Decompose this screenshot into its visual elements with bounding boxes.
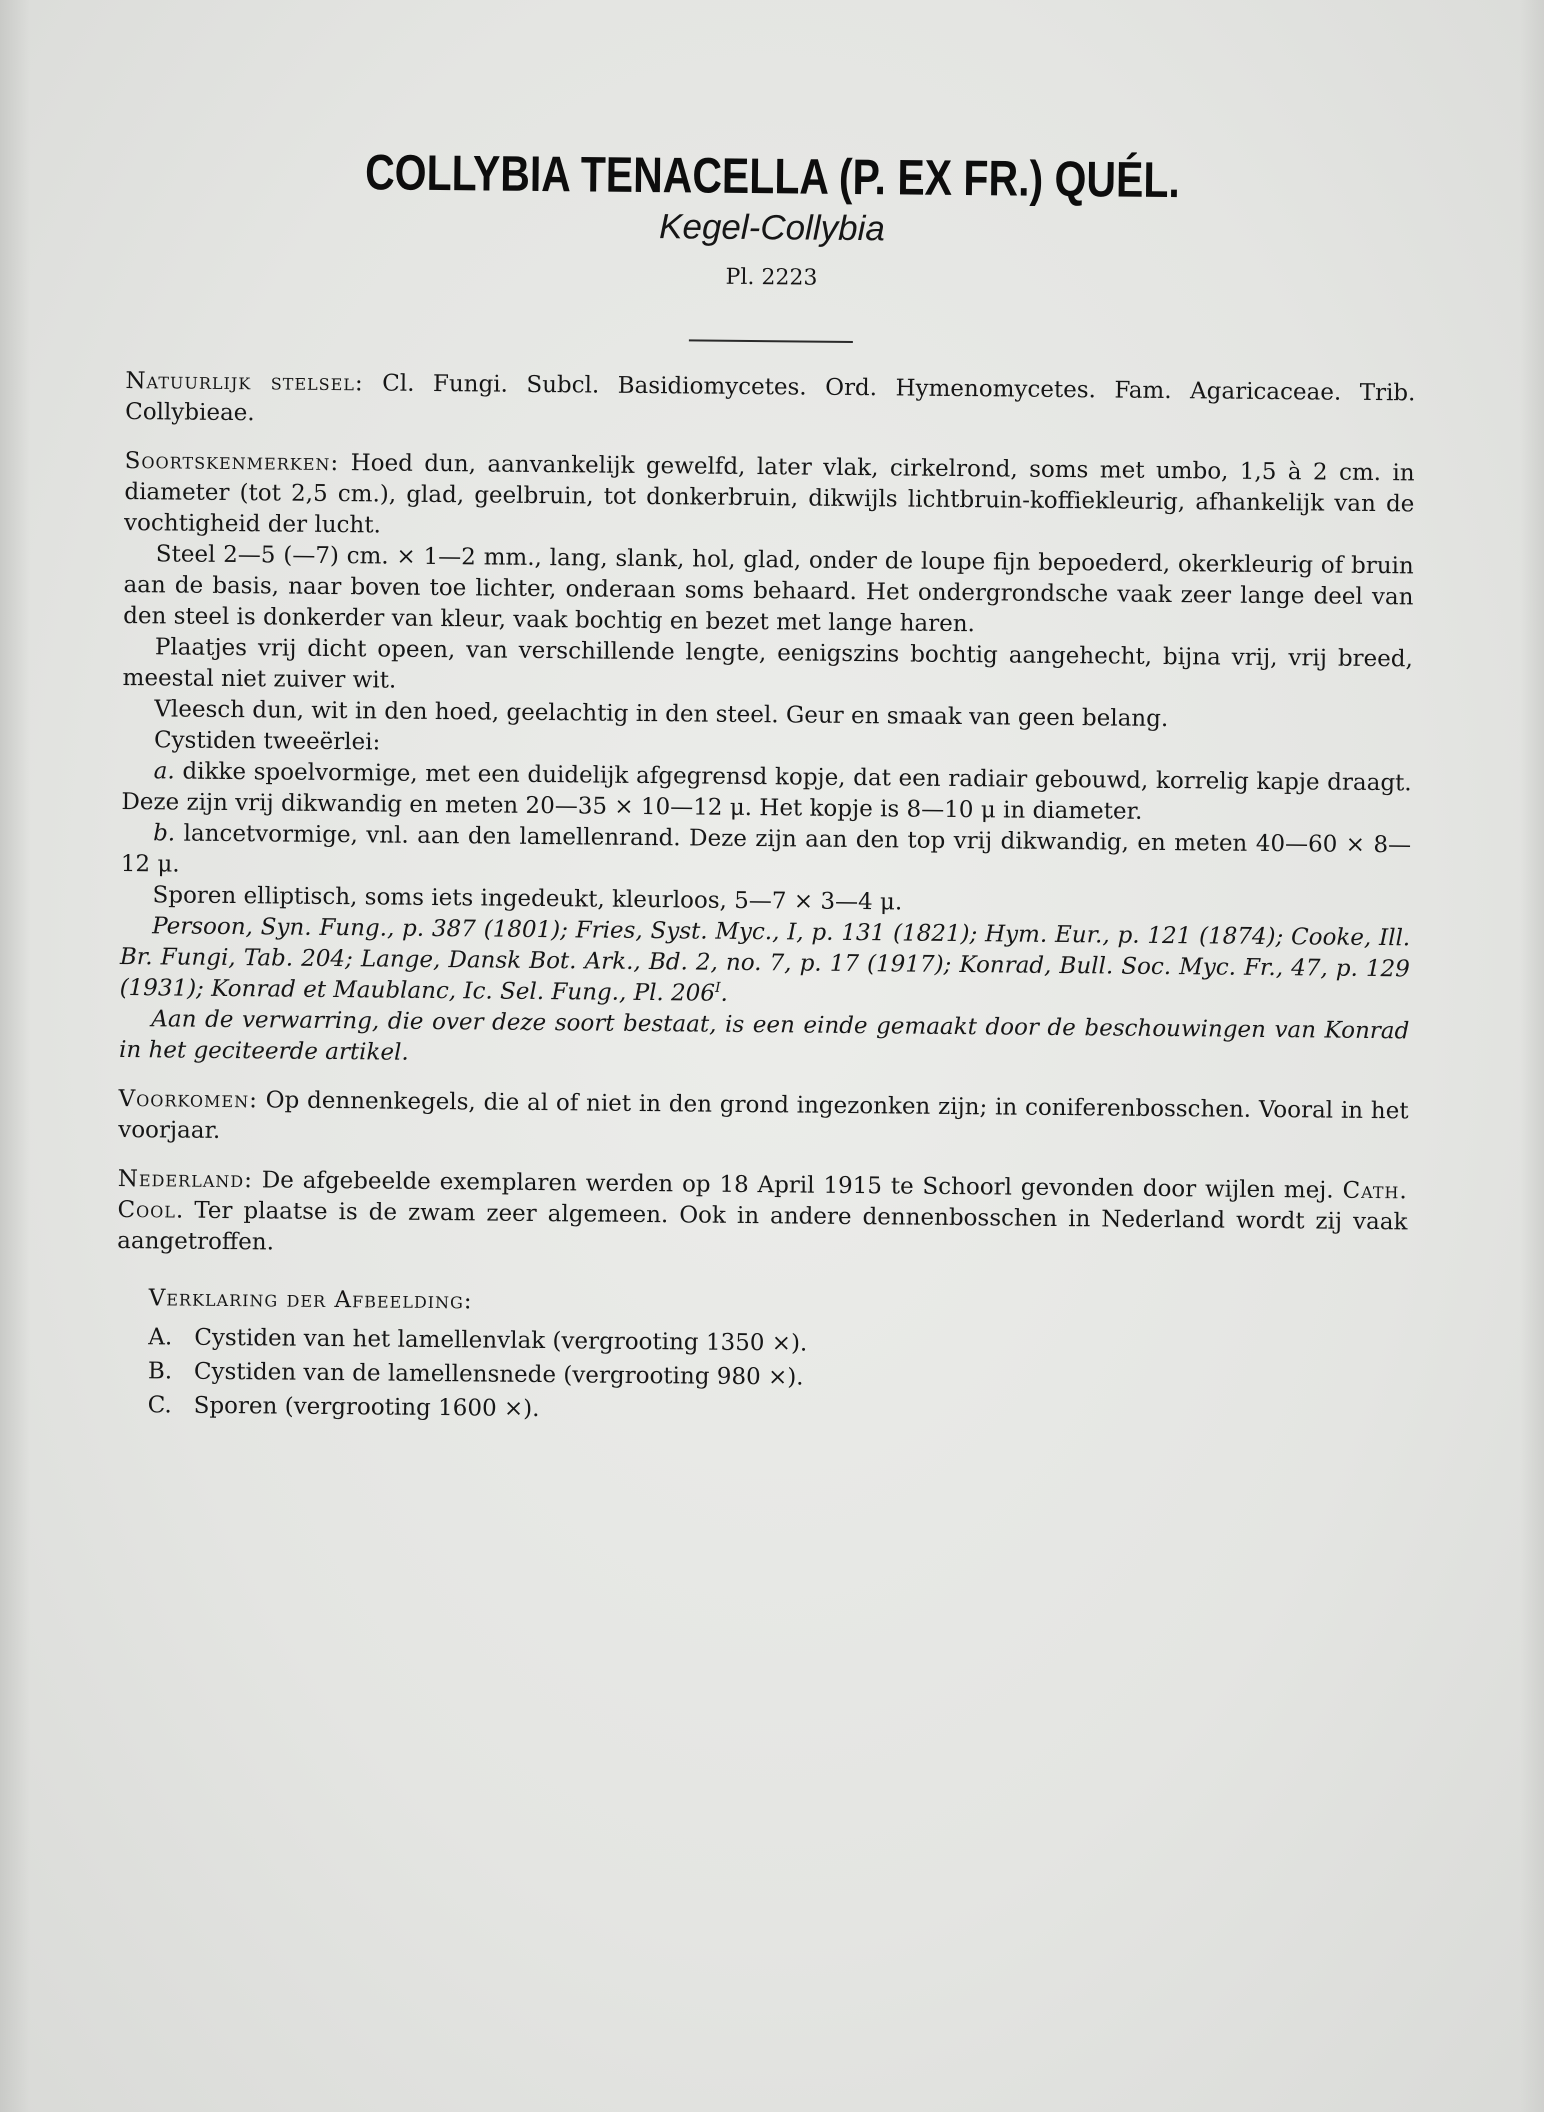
collector-name: Cath. Cool xyxy=(117,1177,1408,1224)
references-paragraph xyxy=(119,911,1410,1016)
cystiden-a-key: a. xyxy=(153,758,175,785)
nederland-text-1: De afgebeelde exemplaren werden op 18 April 1915 te Schoorl gevonden door wijlen mej. xyxy=(252,1167,1343,1204)
natuurlijk-stelsel-text: Cl. Fungi. Subcl. Basidiomycetes. Ord. Hymenomycetes. Fam. Agaricaceae. Trib. Collybieae. xyxy=(125,370,1416,427)
soortskenmerken-text: Hoed dun, aanvankelijk gewelfd, later vlak, cirkelrond, soms met umbo, 1,5 à 2 cm. in diameter (tot 2,5 cm.), glad, geelbruin, tot donkerbruin, dikwijls lichtbruin-koffiekleurig, afhankelijk van de vochtigheid der lucht. xyxy=(123,450,1415,539)
soortskenmerken-paragraph xyxy=(124,446,1415,551)
references-end: . xyxy=(720,980,728,1007)
legend-key: C. xyxy=(147,1392,172,1419)
cystiden-b-key: b. xyxy=(153,820,176,847)
species-title: COLLYBIA TENACELLA (P. EX FR.) QUÉL. xyxy=(364,144,1181,209)
plate-number: Pl. 2223 xyxy=(725,264,818,291)
legend-text: Cystiden van het lamellenvlak (vergrooting 1350 ×). xyxy=(194,1324,808,1357)
legend-text: Cystiden van de lamellensnede (vergrooting 980 ×). xyxy=(193,1358,804,1391)
steel-paragraph: Steel 2—5 (—7) cm. × 1—2 mm., lang, slank, hol, glad, onder de loupe fijn bepoederd, okerkleurig of bruin aan de basis, naar boven toe lichter, onderaan soms behaard. Het ondergrondsche vaak zeer lange deel van den steel is donkerder van kleur, vaak bochtig en bezet met lange haren. xyxy=(123,541,1414,638)
page-content xyxy=(115,118,1417,1434)
cystiden-b-text: lancetvormige, vnl. aan den lamellenrand. Deze zijn aan den top vrij dikwandig, en meten 40—60 × 8—12 μ. xyxy=(120,820,1412,878)
plaatjes-paragraph: Plaatjes vrij dicht opeen, van verschillende lengte, eenigszins bochtig aangehecht, bijna vrij, vrij breed, meestal niet zuiver wit. xyxy=(122,634,1413,694)
nederland-text-2: . Ter plaatse is de zwam zeer algemeen. Ook in andere dennenbosschen in Nederland wordt zij vaak aangetroffen. xyxy=(117,1197,1408,1256)
references-superscript: I xyxy=(714,980,721,997)
legend-key: B. xyxy=(147,1358,173,1385)
title-divider xyxy=(689,339,853,343)
legend-text: Sporen (vergrooting 1600 ×). xyxy=(193,1392,540,1423)
sporen-paragraph: Sporen elliptisch, soms iets ingedeukt, kleurloos, 5—7 × 3—4 μ. xyxy=(152,882,903,916)
vleesch-paragraph: Vleesch dun, wit in den hoed, geelachtig in den steel. Geur en smaak van geen belang. xyxy=(154,696,1169,733)
natuurlijk-stelsel-label: Natuurlijk stelsel: xyxy=(125,367,364,397)
soortskenmerken-label: Soortskenmerken: xyxy=(124,447,340,477)
common-name: Kegel-Collybia xyxy=(658,207,885,249)
verwarring-paragraph: Aan de verwarring, die over deze soort bestaat, is een einde gemaakt door de beschouwingen van Konrad in het geciteerde artikel. xyxy=(118,1006,1410,1066)
nederland-label: Nederland: xyxy=(117,1165,254,1194)
references-text: Persoon, Syn. Fung., p. 387 (1801); Fries, Syst. Myc., I, p. 131 (1821); Hym. Eur., p. 121 (1874); Cooke, Ill. Br. Fungi, Tab. 204; Lange, Dansk Bot. Ark., Bd. 2, no. 7, p. 17 (1917); Konrad, Bull. Soc. Myc. Fr., 47, p. 129 (1931); Konrad et Maublanc, Ic. Sel. Fung., Pl. 206 xyxy=(119,913,1411,1007)
nederland-paragraph xyxy=(117,1164,1408,1269)
voorkomen-label: Voorkomen: xyxy=(118,1085,259,1114)
legend-key: A. xyxy=(148,1324,173,1351)
cystiden-a-text: dikke spoelvormige, met een duidelijk afgegrensd kopje, dat een radiair gebouwd, korrelig kapje draagt. Deze zijn vrij dikwandig en meten 20—35 × 10—12 μ. Het kopje is 8—10 μ in diameter. xyxy=(121,758,1412,825)
cystiden-heading: Cystiden tweeërlei: xyxy=(153,727,381,756)
voorkomen-text: Op dennenkegels, die al of niet in den grond ingezonken zijn; in coniferenbosschen. Vooral in het voorjaar. xyxy=(118,1087,1409,1144)
legend-title: Verklaring der Afbeelding: xyxy=(148,1285,473,1315)
